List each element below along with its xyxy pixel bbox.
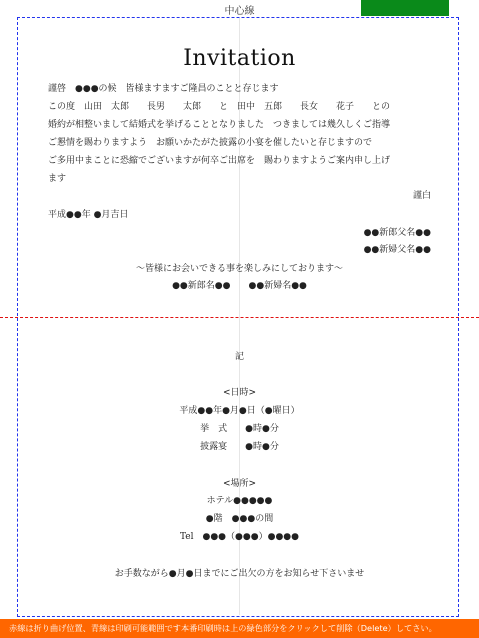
center-line-label: 中心線 xyxy=(224,6,255,17)
place-heading: <場所> xyxy=(222,479,257,489)
body-line: ご多用中まことに恐縮でございますが何卒ご出席を 賜わりますようご案内申し上げ xyxy=(48,156,391,166)
delete-guide-block[interactable] xyxy=(361,0,449,16)
body-line: ます xyxy=(48,174,67,184)
ceremony-time: 挙 式 ●時●分 xyxy=(200,424,279,434)
fold-line xyxy=(0,317,479,318)
footer-guide-note: 赤線は折り曲げ位置、青線は印刷可能範囲です本番印刷時は上の緑色部分をクリックして削除（Delete）してさい。 xyxy=(0,619,479,638)
event-date: 平成●●年●月●日（●曜日） xyxy=(179,406,300,416)
body-line: この度 山田 太郎 長男 太郎 と 田中 五郎 長女 花子 との xyxy=(48,102,391,112)
rsvp-request: お手数ながら●月●日までにご出欠の方をお知らせ下さいませ xyxy=(114,569,365,579)
closing-word: 謹白 xyxy=(412,191,431,201)
phone-number: Tel ●●●（●●●）●●●● xyxy=(179,532,300,542)
invitation-date: 平成●●年 ●月吉日 xyxy=(48,210,129,220)
bride-parent-name: ●●新婦父名●● xyxy=(363,245,431,255)
body-line: 婚約が相整いまして結婚式を挙げることとなりました つきましては幾久しくご指導 xyxy=(48,120,391,130)
room-name: ●階 ●●●の間 xyxy=(205,514,274,524)
hotel-name: ホテル●●●●● xyxy=(206,496,273,506)
greeting-line: 謹啓 ●●●の候 皆様ますますご隆昌のことと存じます xyxy=(48,84,279,94)
reception-time: 披露宴 ●時●分 xyxy=(200,442,279,452)
details-heading: 記 xyxy=(234,352,244,362)
date-heading: <日時> xyxy=(222,388,257,398)
body-line: ご懇情を賜わりますよう お願いかたがた披露の小宴を催したいと存じますので xyxy=(48,138,373,148)
groom-parent-name: ●●新郎父名●● xyxy=(363,228,431,238)
couple-names: ●●新郎名●● ●●新婦名●● xyxy=(172,281,307,291)
invitation-title: Invitation xyxy=(183,46,296,71)
welcome-message: ～皆様にお会いできる事を楽しみにしております～ xyxy=(135,264,343,274)
